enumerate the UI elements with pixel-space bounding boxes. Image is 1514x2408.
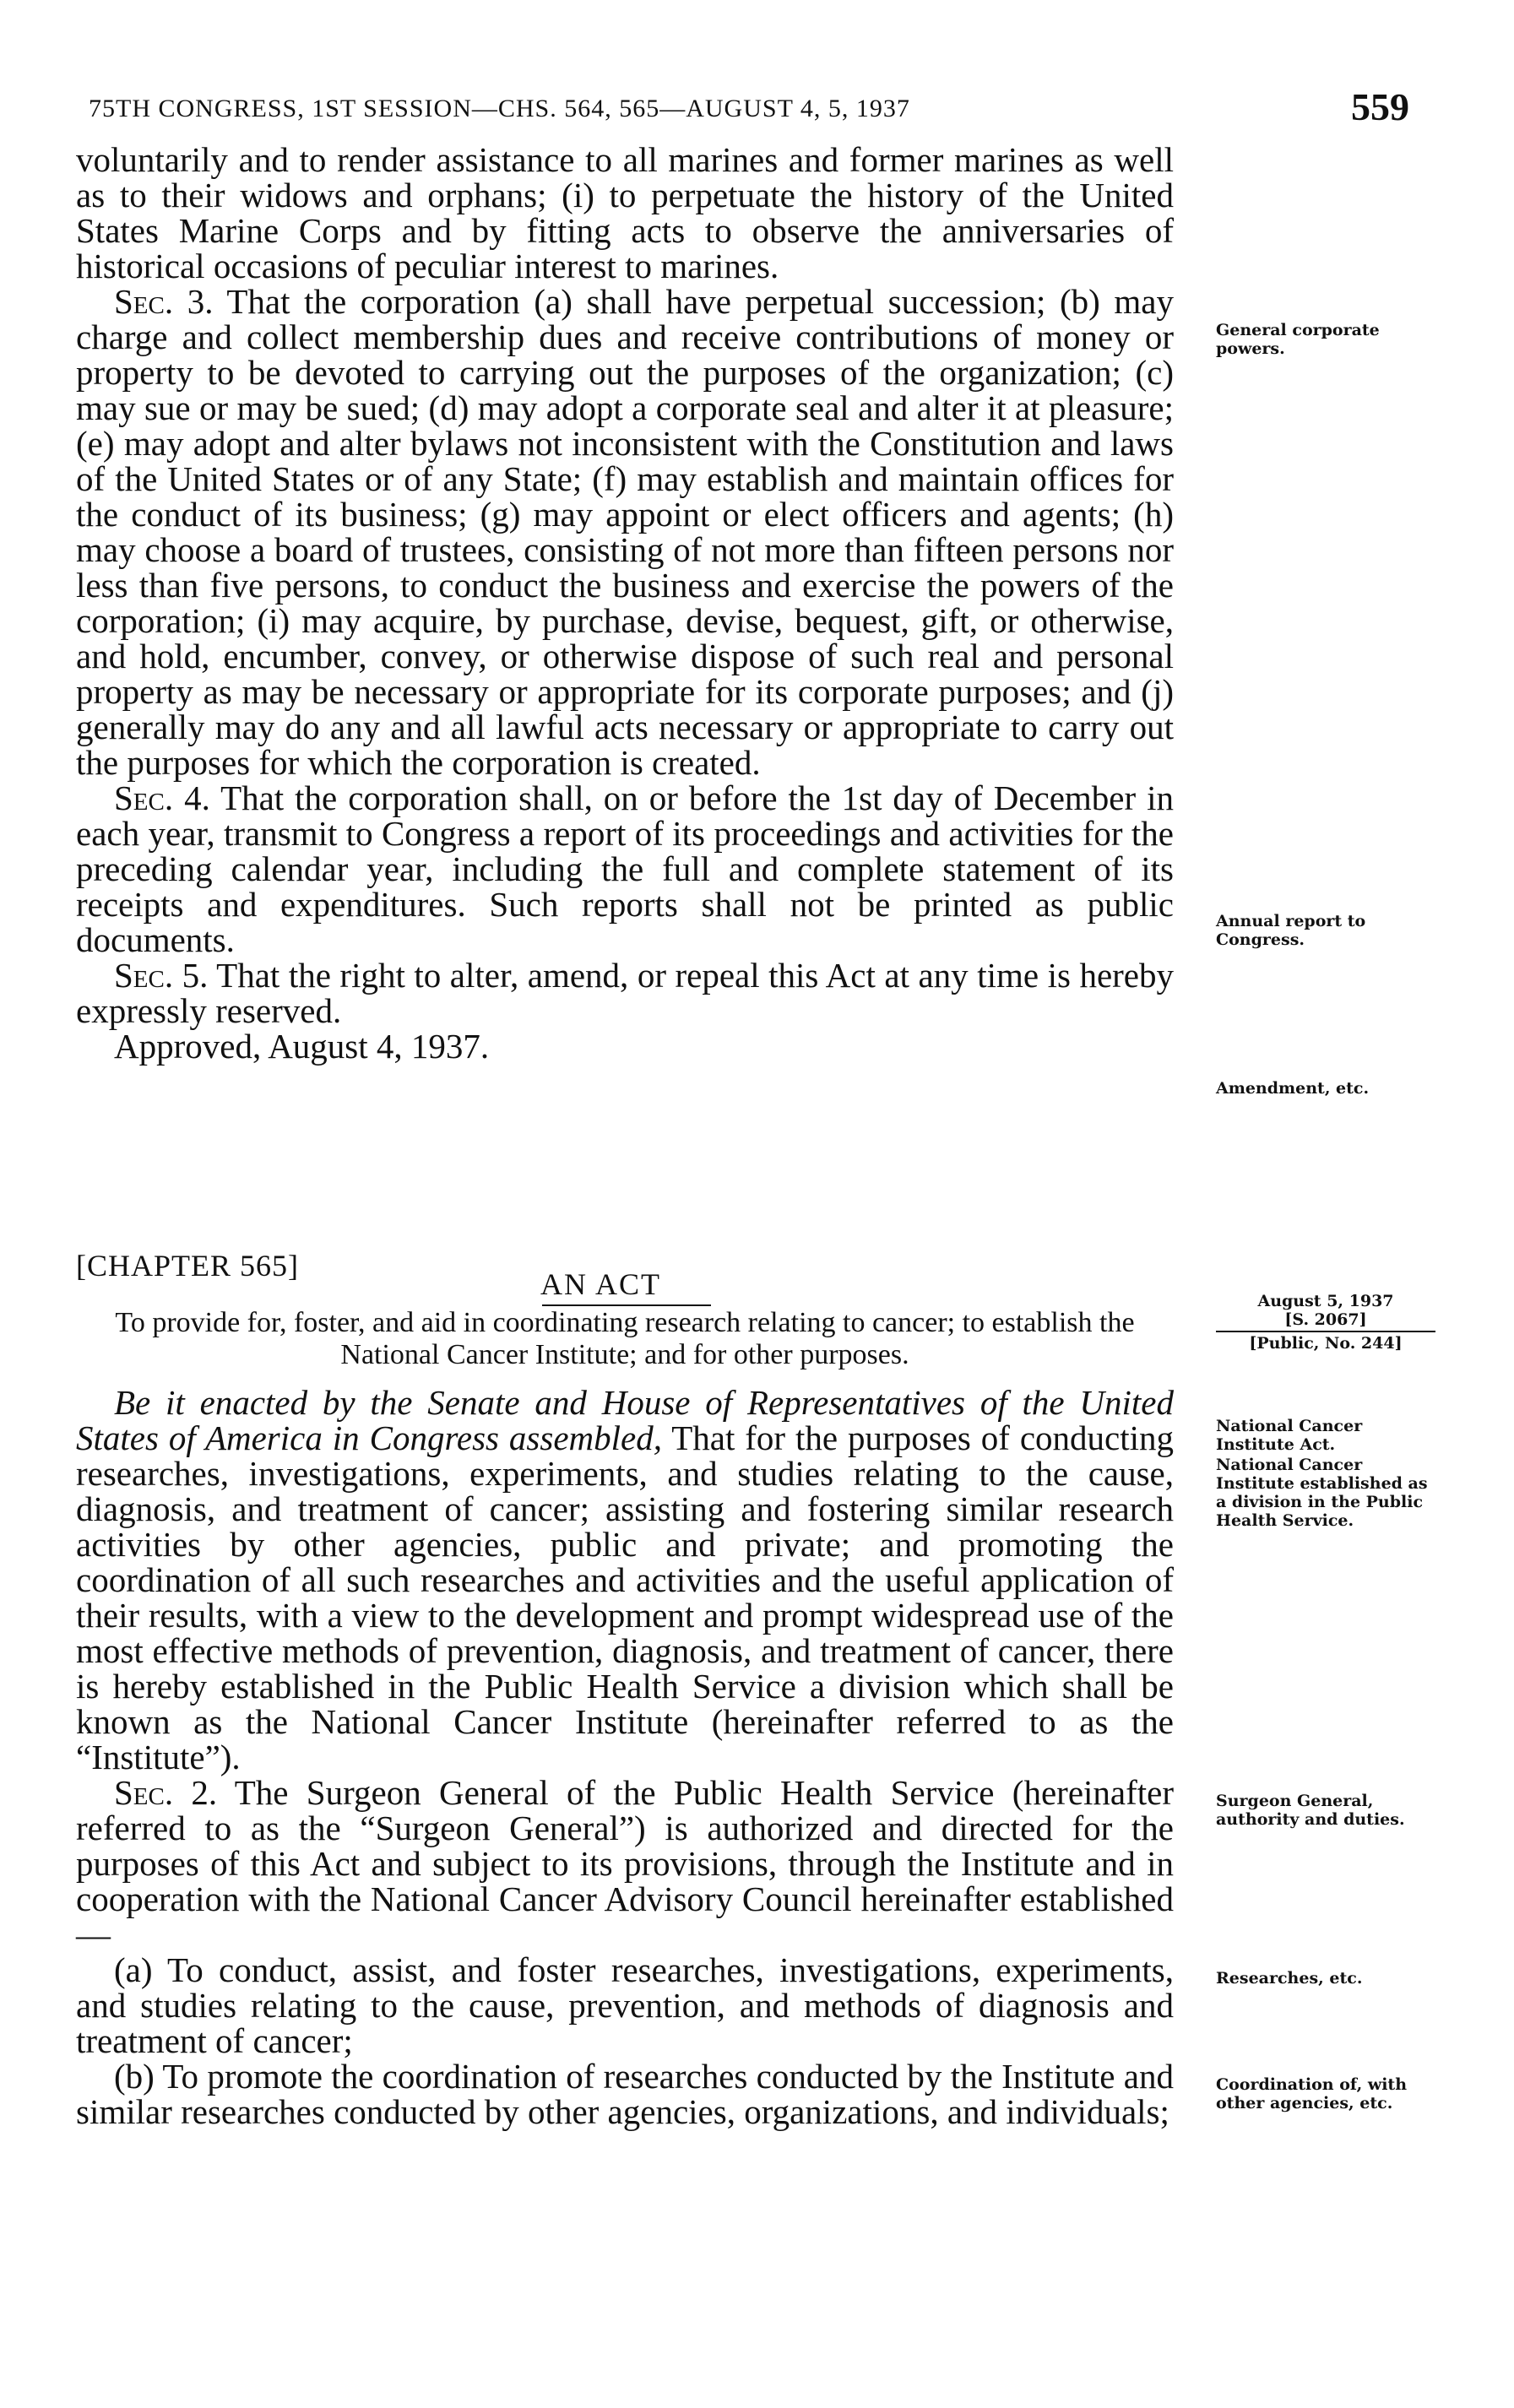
margin-note-nci-established: National Cancer Institute established as a division in the Public Health Service. <box>1216 1456 1428 1530</box>
page-number: 559 <box>1351 85 1409 128</box>
margin-note-surgeon-general: Surgeon General, authority and duties. <box>1216 1792 1405 1829</box>
section-4 <box>76 780 1174 957</box>
enacting-text: That for the purposes of conducting researches, investigations, experiments, and studies relating to the cause, diagnosis, and treatment of cancer; assisting and fostering similar research activities by other agencies, public and private; and promoting the coordination of all such researches and activities and the useful application of their results, with a view to the development and prompt widespread use of the most effective methods of prevention, diagnosis, and treatment of cancer, there is hereby established in the Public Health Service a division which shall be known as the National Cancer Institute (hereinafter referred to as the “Institute”). <box>76 1418 1174 1776</box>
section-label: Sec. 3. <box>114 282 214 321</box>
item-b: (b) To promote the coordination of researches conducted by the Institute and similar researches conducted by other agencies, organizations, and individuals; <box>76 2057 1174 2131</box>
section-text: That the right to alter, amend, or repeal this Act at any time is hereby expressly reserved. <box>76 956 1175 1030</box>
section-2 <box>76 1775 1174 1952</box>
act-purpose: To provide for, foster, and aid in coordinating research relating to cancer; to establish the National Cancer Institute; and for other purposes. <box>115 1307 1135 1370</box>
section-label: Sec. 5. <box>114 956 209 995</box>
enactment-date-block <box>1216 1292 1435 1353</box>
section-label: Sec. 4. <box>114 778 210 817</box>
enacting-formula: Be it enacted by the Senate and House of Representatives of the United States of America in Congress assembled, <box>76 1383 1174 1457</box>
public-law-number: [Public, No. 244] <box>1249 1334 1403 1353</box>
margin-note-annual-report: Annual report to Congress. <box>1216 912 1366 949</box>
paragraph-continuation: voluntarily and to render assistance to all marines and former marines as well as to their widows and orphans; (i) to perpetuate the history of the United States Marine Corps and by fitting acts to observe the anniversaries of historical occasions of peculiar interest to marines. <box>76 140 1174 285</box>
approval-line: Approved, August 4, 1937. <box>114 1027 490 1066</box>
chapter-label: [CHAPTER 565] <box>76 1249 299 1283</box>
margin-note-general-powers: General corporate powers. <box>1216 321 1380 358</box>
running-head: 75TH CONGRESS, 1ST SESSION—CHS. 564, 565—AUGUST 4, 5, 1937 <box>89 95 910 122</box>
act-title: AN ACT <box>540 1267 662 1301</box>
section-label: Sec. 2. <box>114 1773 218 1812</box>
section-text: That the corporation (a) shall have perpetual succession; (b) may charge and collect membership dues and receive contributions of money or property to be devoted to carrying out the purposes of the organization; (c) may sue or may be sued; (d) may adopt a corporate seal and alter it at pleasure; (e) may adopt and alter bylaws not inconsistent with the Constitution and laws of the United States or of any State; (f) may establish and maintain offices for the conduct of its business; (g) may appoint or elect officers and agents; (h) may choose a board of trustees, consisting of not more than fifteen persons nor less than five persons, to conduct the business and exercise the powers of the corporation; (i) may acquire, by purchase, devise, bequest, gift, or otherwise, and hold, encumber, convey, or otherwise dispose of such real and personal property as may be necessary or appropriate for its corporate purposes; and (j) generally may do any and all lawful acts necessary or appropriate to carry out the purposes for which the corporation is created. <box>76 282 1174 782</box>
enacting-clause <box>76 1385 1174 1775</box>
enactment-date: August 5, 1937 <box>1257 1292 1394 1310</box>
section-text: The Surgeon General of the Public Health Service (hereinafter referred to as the “Surgeon General”) is authorized and directed for the purposes of this Act and subject to its provisions, through the Institute and in cooperation with the National Cancer Advisory Council hereinafter established— <box>76 1773 1174 1954</box>
chapter-564-body <box>76 142 1174 1064</box>
section-text: That the corporation shall, on or before the 1st day of December in each year, transmit to Congress a report of its proceedings and activities for the preceding calendar year, including the full and complete statement of its receipts and expenditures. Such reports shall not be printed as public documents. <box>76 778 1175 959</box>
margin-note-researches: Researches, etc. <box>1216 1969 1363 1988</box>
margin-note-nci-act: National Cancer Institute Act. <box>1216 1417 1363 1454</box>
bill-number: [S. 2067] <box>1284 1310 1367 1329</box>
chapter-divider <box>542 1304 711 1306</box>
section-5 <box>76 957 1174 1028</box>
date-rule <box>1216 1331 1435 1332</box>
margin-note-amendment: Amendment, etc. <box>1216 1079 1370 1098</box>
margin-note-coordination: Coordination of, with other agencies, etc. <box>1216 2075 1408 2112</box>
chapter-565-body <box>76 1385 1174 2129</box>
section-3 <box>76 284 1174 780</box>
item-a: (a) To conduct, assist, and foster researches, investigations, experiments, and studies relating to the cause, prevention, and methods of diagnosis and treatment of cancer; <box>76 1950 1174 2060</box>
